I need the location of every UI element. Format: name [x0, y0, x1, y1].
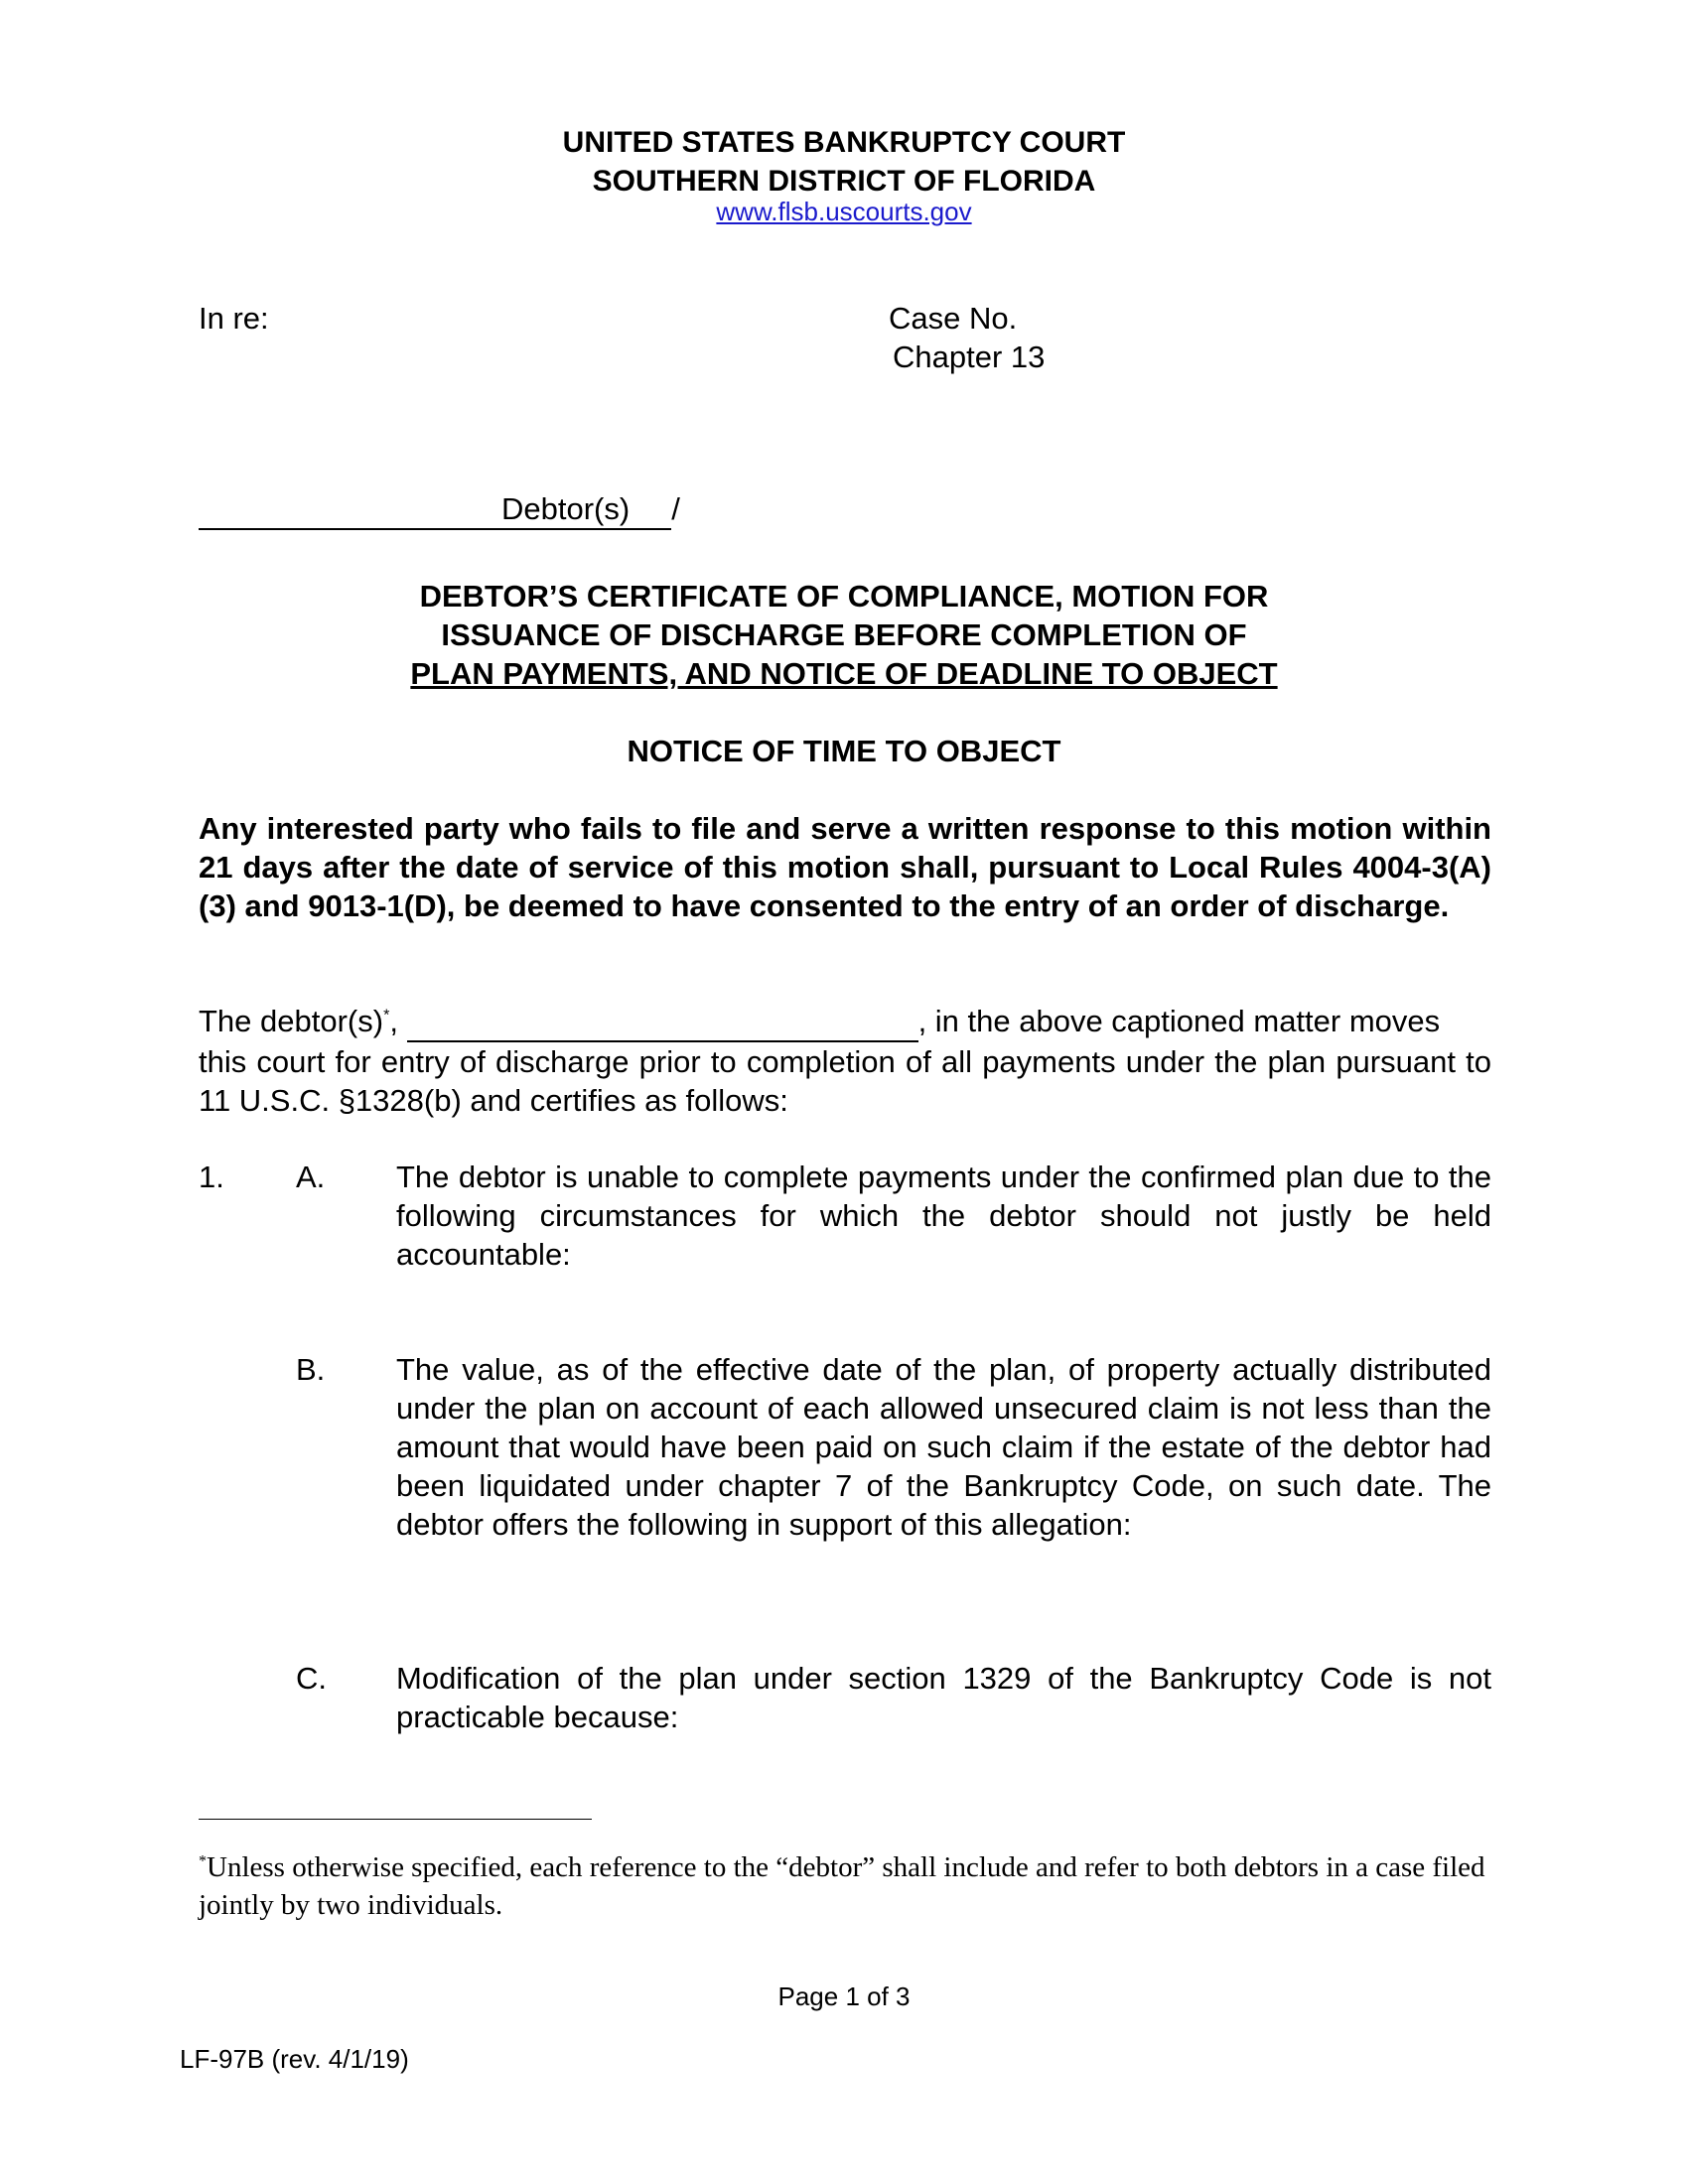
debtor-signature-line [199, 489, 680, 530]
item-c-text: Modification of the plan under section 1329 of the Bankruptcy Code is not practicable because: [396, 1661, 1491, 1734]
item-b-text: The value, as of the effective date of the plan, of property actually distributed under the plan on account of each allowed unsecured claim is not less than the amount that would have been paid on such claim if the estate of the debtor had been liquidated under chapter 7 of the Bankruptcy Code, on such date. The debtor offers the following in support of this allegation: [396, 1352, 1491, 1542]
court-website-link[interactable]: www.flsb.uscourts.gov [716, 197, 972, 226]
item-b-label: B. [296, 1352, 326, 1387]
footnote-text: Unless otherwise specified, each reference to the “debtor” shall include and refer to both debtors in a case filed jointly by two individuals. [199, 1851, 1485, 1921]
page-number: Page 1 of 3 [777, 1981, 911, 2011]
notice-heading: NOTICE OF TIME TO OBJECT [627, 734, 1061, 768]
document-title-line-2: ISSUANCE OF DISCHARGE BEFORE COMPLETION OF [441, 617, 1247, 652]
item-a-label: A. [296, 1160, 326, 1194]
document-title-line-1: DEBTOR’S CERTIFICATE OF COMPLIANCE, MOTION FOR [419, 579, 1269, 614]
form-number: LF-97B (rev. 4/1/19) [180, 2044, 409, 2074]
intro-continuation: this court for entry of discharge prior to completion of all payments under the plan pursuant to 11 U.S.C. §1328(b) and certifies as follows: [199, 1044, 1491, 1118]
document-title-line-3: PLAN PAYMENTS, AND NOTICE OF DEADLINE TO OBJECT [410, 656, 1278, 691]
item-a-text: The debtor is unable to complete payments under the confirmed plan due to the following circumstances for which the debtor should not justly be held accountable: [396, 1160, 1491, 1272]
debtor-label: Debtor(s) [501, 489, 630, 530]
item-c-label: C. [296, 1661, 327, 1696]
footnote-separator [199, 1819, 592, 1820]
item-number: 1. [199, 1160, 224, 1194]
notice-paragraph: Any interested party who fails to file and serve a written response to this motion within 21 days after the date of service of this motion shall, pursuant to Local Rules 4004-3(A)(3) and 9013-1(D), be deemed to have consented to the entry of an order of discharge. [199, 811, 1491, 923]
footnote [199, 1848, 1491, 1924]
district-name: SOUTHERN DISTRICT OF FLORIDA [592, 165, 1096, 198]
court-name: UNITED STATES BANKRUPTCY COURT [562, 126, 1126, 159]
intro-paragraph: The debtor(s)*, , in the above captioned matter moves this court for entry of discharge prior to completion of all payments under the plan pursuant to 11 U.S.C. §1328(b) and certifies as follows: [199, 1004, 1491, 1118]
debtor-name-field[interactable] [407, 1002, 918, 1042]
chapter-label: Chapter 13 [893, 340, 1046, 374]
footnote-mark: * [199, 1852, 207, 1870]
footnote-reference: * [383, 1007, 390, 1024]
caption-slash: / [671, 491, 680, 526]
case-number-label: Case No. [889, 301, 1018, 336]
debtor-name-blank [199, 489, 501, 530]
in-re-label: In re: [199, 301, 269, 336]
